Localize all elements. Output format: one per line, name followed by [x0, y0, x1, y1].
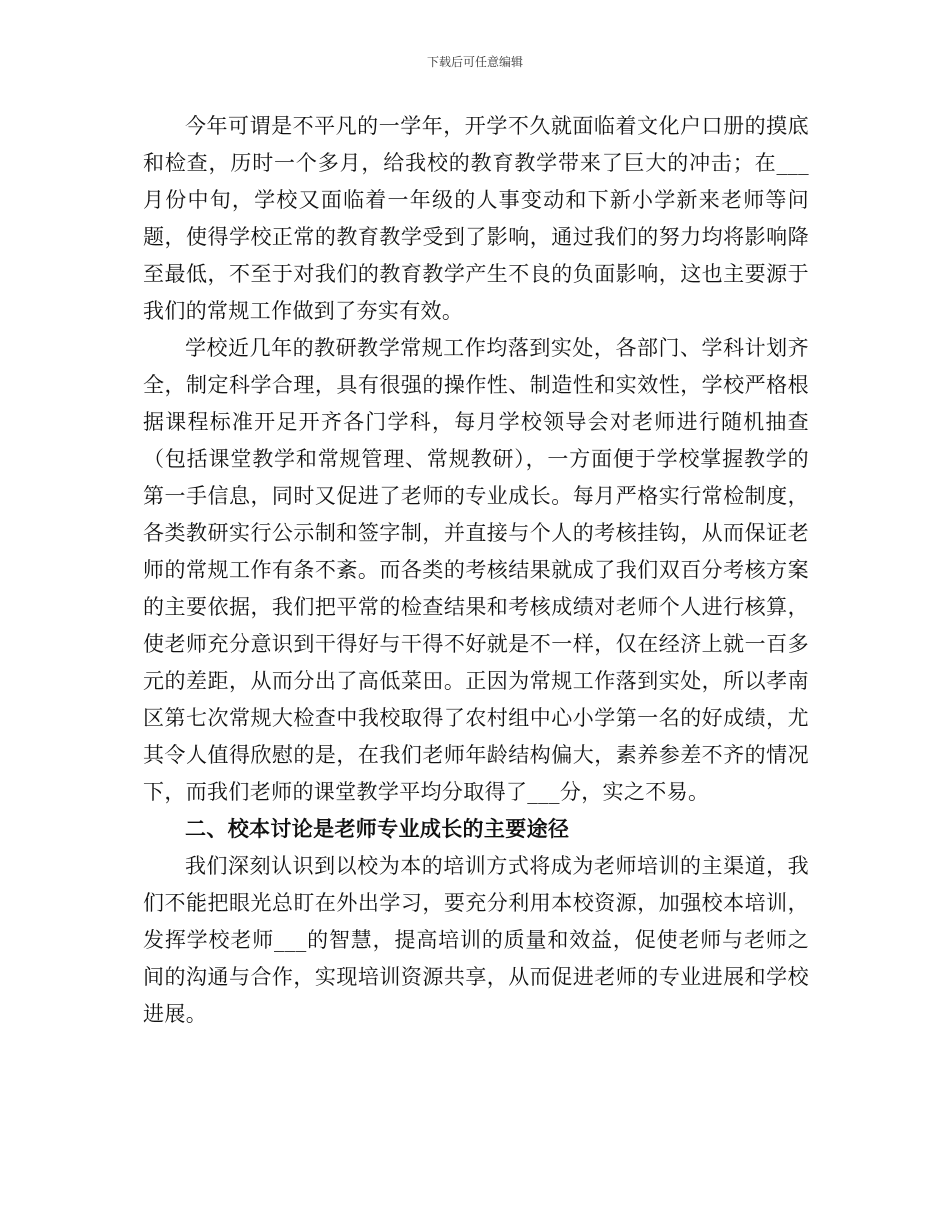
paragraph-3: 我们深刻认识到以校为本的培训方式将成为老师培训的主渠道，我们不能把眼光总盯在外出学习，要充分利用本校资源，加强校本培训，发挥学校老师___的智慧，提高培训的质量和效益，促使老师与老师之间的沟通与合作，实现培训资源共享，从而促进老师的专业进展和学校进展。 [143, 854, 809, 1026]
section-heading: 二、校本讨论是老师专业成长的主要途径 [185, 817, 570, 841]
header-note: 下载后可任意编辑 [426, 55, 523, 69]
paragraph-2: 学校近几年的教研教学常规工作均落到实处，各部门、学科计划齐全，制定科学合理，具有很强的操作性、制造性和实效性，学校严格根据课程标准开足开齐各门学科，每月学校领导会对老师进行随机抽查（包括课堂教学和常规管理、常规教研），一方面便于学校掌握教学的第一手信息，同时又促进了老师的专业成长。每月严格实行常检制度，各类教研实行公示制和签字制，并直接与个人的考核挂钩，从而保证老师的常规工作有条不紊。而各类的考核结果就成了我们双百分考核方案的主要依据，我们把平常的检查结果和考核成绩对老师个人进行核算，使老师充分意识到干得好与干得不好就是不一样，仅在经济上就一百多元的差距，从而分出了高低菜田。正因为常规工作落到实处，所以孝南区第七次常规大检查中我校取得了农村组中心小学第一名的好成绩，尤其令人值得欣慰的是，在我们老师年龄结构偏大，素养参差不齐的情况下，而我们老师的课堂教学平均分取得了___分，实之不易。 [143, 336, 809, 804]
document-body [143, 108, 809, 1033]
paragraph-1: 今年可谓是不平凡的一学年，开学不久就面临着文化户口册的摸底和检查，历时一个多月，给我校的教育教学带来了巨大的冲击；在___月份中旬，学校又面临着一年级的人事变动和下新小学新来老师等问题，使得学校正常的教育教学受到了影响，通过我们的努力均将影响降至最低，不至于对我们的教育教学产生不良的负面影响，这也主要源于我们的常规工作做到了夯实有效。 [143, 114, 809, 323]
